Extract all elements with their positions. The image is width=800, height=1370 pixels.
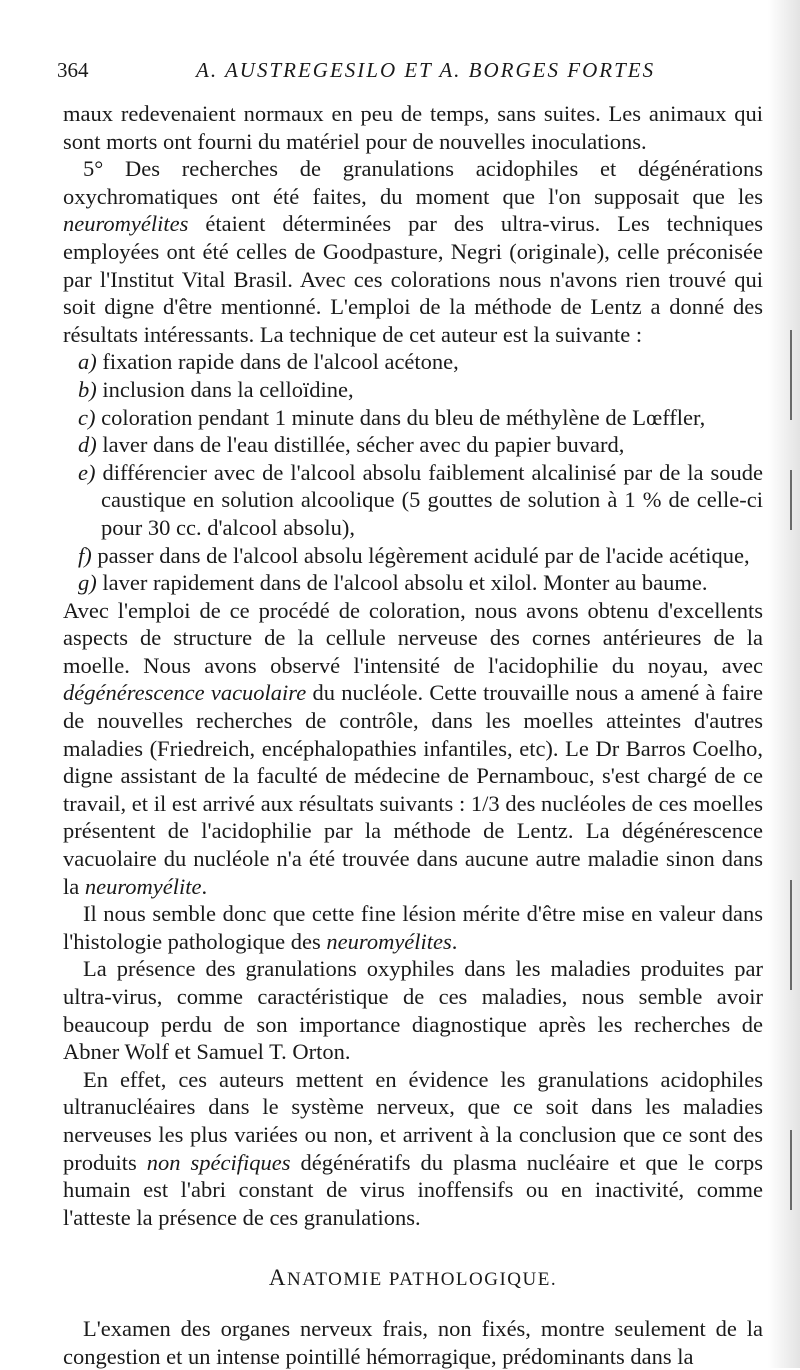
page-number: 364: [57, 58, 89, 82]
paragraph: L'examen des organes nerveux frais, non fixés, montre seulement de la congestion et un intense pointillé hémorragique, prédominants dans la: [63, 1315, 763, 1369]
paragraph: 5° Des recherches de granulations acidophiles et dégénérations oxychromatiques ont été faites, du moment que l'on supposait que les neuromyélites étaient déterminées par des ultra-virus. Les techniques employées ont été celles de Goodpasture, Negri (originale), celle préconisée par l'Institut Vital Brasil. Avec ces colorations nous n'avons rien trouvé qui soit digne d'être mentionné. L'emploi de la méthode de Lentz a donné des résultats intéressants. La technique de cet auteur est la suivante :: [63, 156, 763, 347]
running-title: A. AUSTREGESILO ET A. BORGES FORTES: [196, 58, 656, 82]
list-item: b) inclusion dans la celloïdine,: [78, 376, 354, 402]
list-item: c) coloration pendant 1 minute dans du bleu de méthylène de Lœffler,: [78, 404, 706, 430]
scan-edge-mark: [790, 880, 792, 990]
list-item: d) laver dans de l'eau distillée, sécher avec du papier buvard,: [78, 432, 625, 458]
scan-edge-mark: [790, 330, 792, 420]
page-edge-shadow: [768, 0, 800, 1368]
document-page: [57, 0, 763, 1369]
paragraph: En effet, ces auteurs mettent en évidence les granulations acidophiles ultranucléaires dans le système nerveux, que ce soit dans les maladies nerveuses les plus variées ou non, et arrivent à la conclusion que ce sont des produits non spécifiques dégénératifs du plasma nucléaire et que le corps humain est l'abri constant de virus inoffensifs ou en inactivité, comme l'atteste la présence de ces granulations.: [63, 1066, 763, 1230]
paragraph: Il nous semble donc que cette fine lésion mérite d'être mise en valeur dans l'histologie pathologique des neuromyélites.: [63, 901, 763, 954]
scan-edge-mark: [790, 1130, 792, 1210]
section-heading: ANATOMIE PATHOLOGIQUE.: [268, 1265, 558, 1291]
body-text: [63, 100, 763, 1370]
list-item: g) laver rapidement dans de l'alcool absolu et xilol. Monter au baume.: [78, 570, 708, 596]
list-item: a) fixation rapide dans de l'alcool acétone,: [78, 349, 459, 375]
paragraph: Avec l'emploi de ce procédé de coloration, nous avons obtenu d'excellents aspects de structure de la cellule nerveuse des cornes antérieures de la moelle. Nous avons observé l'intensité de l'acidophilie du noyau, avec dégénérescence vacuolaire du nucléole. Cette trouvaille nous a amené à faire de nouvelles recherches de contrôle, dans les moelles atteintes d'autres maladies (Friedreich, encéphalopathies infantiles, etc). Le Dr Barros Coelho, digne assistant de la faculté de médecine de Pernambouc, s'est chargé de ce travail, et il est arrivé aux résultats suivants : 1/3 des nucléoles de ces moelles présentent de l'acidophilie par la méthode de Lentz. La dégénérescence vacuolaire du nucléole n'a été trouvée dans aucune autre maladie sinon dans la neuromyélite.: [63, 597, 763, 899]
list-item: e) différencier avec de l'alcool absolu faiblement alcalinisé par de la soude caustique en solution alcoolique (5 gouttes de solution à 1 % de celle-ci pour 30 cc. d'alcool absolu),: [78, 459, 763, 540]
running-header: [57, 58, 763, 88]
list-item: f) passer dans de l'alcool absolu légèrement acidulé par de l'acide acétique,: [78, 542, 750, 568]
scan-edge-mark: [790, 470, 792, 530]
paragraph: maux redevenaient normaux en peu de temps, sans suites. Les animaux qui sont morts ont fourni du matériel pour de nouvelles inoculations.: [63, 101, 763, 154]
paragraph: La présence des granulations oxyphiles dans les maladies produites par ultra-virus, comme caractéristique de ces maladies, nous semble avoir beaucoup perdu de son importance diagnostique après les recherches de Abner Wolf et Samuel T. Orton.: [63, 956, 763, 1065]
